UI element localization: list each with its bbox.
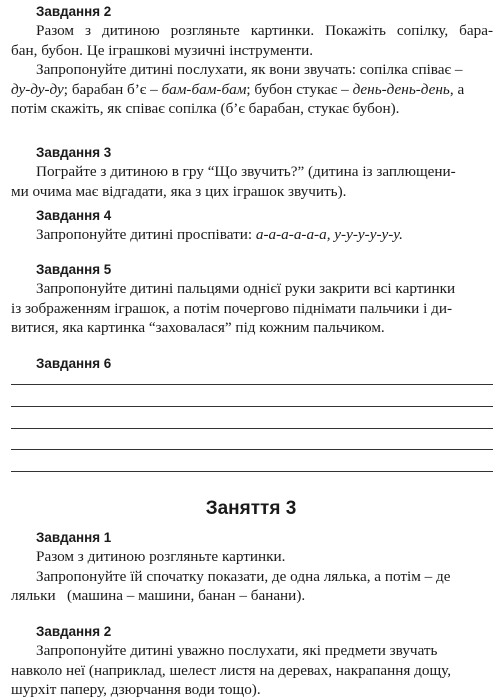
text: , а bbox=[449, 80, 465, 98]
task-5 bbox=[11, 260, 493, 338]
text-line: Запропонуйте їй спочатку показати, де одна лялька, а потім – де bbox=[36, 567, 451, 585]
sound-text: бам-бам-бам bbox=[161, 80, 247, 98]
paragraph bbox=[11, 21, 493, 60]
text-line: із зображенням іграшок, а потім почергово піднімати пальчики і ди- bbox=[11, 299, 453, 317]
text-line: Разом з дитиною розгляньте картинки. Покажіть сопілку, бара- bbox=[36, 22, 493, 39]
text-line: Пограйте з дитиною в гру “Що звучить?” (дитина із заплющени- bbox=[36, 163, 456, 180]
lesson-3-task-2 bbox=[11, 622, 493, 700]
text-line: Запропонуйте дитині послухати, як вони звучать: сопілка співає – bbox=[36, 61, 463, 79]
task-heading: Завдання 1 bbox=[36, 530, 112, 545]
answer-line bbox=[11, 406, 493, 407]
sound-text: ду-ду-ду bbox=[11, 80, 64, 98]
paragraph bbox=[11, 547, 493, 567]
task-heading: Завдання 2 bbox=[36, 624, 112, 639]
answer-line bbox=[11, 449, 493, 450]
paragraph bbox=[11, 567, 493, 606]
answer-line bbox=[11, 471, 493, 472]
text-line: витися, яка картинка “заховалася” під кожним пальчиком. bbox=[11, 319, 385, 337]
text-line: навколо неї (наприклад, шелест листя на деревах, накрапання дощу, bbox=[11, 661, 452, 679]
text: Запропонуйте дитині проспівати: bbox=[36, 226, 256, 243]
paragraph bbox=[11, 641, 493, 700]
task-2 bbox=[11, 2, 493, 119]
text-line: Запропонуйте дитині пальцями однієї руки закрити всі картинки bbox=[36, 280, 456, 297]
text-line: ми очима має відгадати, яка з цих іграшок звучить). bbox=[11, 182, 347, 200]
paragraph bbox=[11, 60, 493, 119]
task-heading: Завдання 3 bbox=[36, 145, 112, 160]
text-line: ляльки (машина – машини, банан – банани). bbox=[11, 587, 306, 605]
task-heading: Завдання 2 bbox=[36, 4, 112, 19]
sound-text: день-день-день bbox=[352, 80, 450, 98]
task-heading: Завдання 5 bbox=[36, 262, 112, 277]
text-line: шурхіт паперу, дзюрчання води тощо). bbox=[11, 681, 261, 699]
task-6 bbox=[11, 354, 493, 373]
answer-line bbox=[11, 428, 493, 429]
paragraph bbox=[11, 225, 493, 245]
sound-text: а-а-а-а-а-а, у-у-у-у-у-у. bbox=[255, 226, 403, 243]
text-line: Разом з дитиною розгляньте картинки. bbox=[36, 548, 286, 565]
task-heading: Завдання 4 bbox=[36, 208, 112, 223]
text: ; бубон стукає – bbox=[246, 80, 353, 98]
task-4 bbox=[11, 206, 493, 245]
text-line: Запропонуйте дитині уважно послухати, які предмети звучать bbox=[36, 642, 438, 659]
paragraph bbox=[11, 279, 493, 338]
text-line: бан, бубон. Це іграшкові музичні інструменти. bbox=[11, 41, 313, 59]
paragraph bbox=[11, 162, 493, 201]
text: ; барабан б’є – bbox=[63, 80, 162, 98]
text-line bbox=[11, 225, 493, 245]
text-line: потім скажіть, як співає сопілка (б’є барабан, стукає бубон). bbox=[11, 100, 400, 118]
lesson-title: Заняття 3 bbox=[205, 498, 297, 519]
lesson-3-task-1 bbox=[11, 528, 493, 606]
text-line bbox=[11, 80, 493, 100]
task-heading: Завдання 6 bbox=[36, 356, 112, 371]
task-3 bbox=[11, 143, 493, 201]
answer-line bbox=[11, 384, 493, 385]
